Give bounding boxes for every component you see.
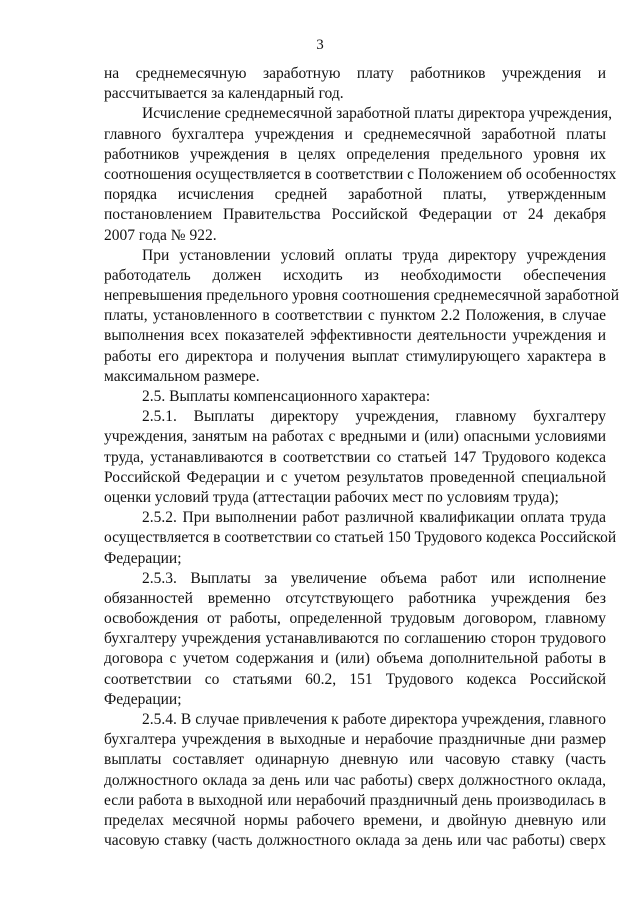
text-line: оценки условий труда (аттестации рабочих мест по условиям труда); [104,488,559,506]
text-line: работников учреждения в целях определения предельного уровня их [104,145,606,163]
text-line: учреждения, занятым на работах с вредными и (или) опасными условиями [104,428,606,446]
text-line: выплаты составляет одинарную дневную или часовую ставку (часть [104,751,606,769]
text-line: работодатель должен исходить из необходимости обеспечения [104,266,606,284]
text-line: 2.5.2. При выполнении работ различной квалификации оплата труда [142,509,606,527]
text-line: соотношения осуществляется в соответствии с Положением об особенностях [104,165,617,183]
text-line: 2.5.3. Выплаты за увеличение объема работ или исполнение [142,569,606,587]
text-line: Российской Федерации и с учетом результатов проведенной специальной [104,468,606,486]
text-line: должностного оклада за день или час работы) сверх должностного оклада, [104,771,606,789]
text-line: освобождения от работы, определенной трудовым договором, главному [104,610,606,628]
text-line: часовую ставку (часть должностного оклада за день или час работы) сверх [104,832,606,850]
text-line: непревышения предельного уровня соотношения среднемесячной заработной [104,287,620,305]
text-line: осуществляется в соответствии со статьей 150 Трудового кодекса Российской [104,529,617,547]
text-line: договора с учетом содержания и (или) объема дополнительной работы в [104,650,606,668]
text-line: постановлением Правительства Российской Федерации от 24 декабря [104,206,606,224]
text-line: 2.5.4. В случае привлечения к работе директора учреждения, главного [142,711,606,728]
text-line: платы, установленного в соответствии с пунктом 2.2 Положения, в случае [104,307,606,325]
text-line: максимальном размере. [104,367,260,385]
text-line: порядка исчисления средней заработной платы, утвержденным [104,186,606,204]
text-line: рассчитывается за календарный год. [104,85,344,103]
text-line: Исчисление среднемесячной заработной платы директора учреждения, [142,105,612,123]
text-line: 2.5.1. Выплаты директору учреждения, главному бухгалтеру [142,408,606,426]
text-line: работы его директора и получения выплат стимулирующего характера в [104,347,606,365]
text-line: 2007 года № 922. [104,226,217,244]
text-line: При установлении условий оплаты труда директору учреждения [142,246,606,264]
text-line: если работа в выходной или нерабочий праздничный день производилась в [104,791,606,809]
text-line: пределах месячной нормы рабочего времени, и двойную дневную или [104,811,606,829]
document-body [104,64,620,851]
text-line: труда, устанавливаются в соответствии со статьей 147 Трудового кодекса [104,448,606,466]
text-line: Федерации; [104,690,182,708]
text-line: бухгалтеру учреждения устанавливаются по соглашению сторон трудового [104,630,606,648]
text-line: на среднемесячную заработную плату работников учреждения и [104,65,606,82]
text-line: 2.5. Выплаты компенсационного характера: [142,388,431,405]
text-line: Федерации; [104,549,182,567]
text-line: выполнения всех показателей эффективности деятельности учреждения и [104,327,606,345]
text-line: бухгалтера учреждения в выходные и нерабочие праздничные дни размер [104,731,606,749]
text-line: соответствии со статьями 60.2, 151 Трудового кодекса Российской [104,670,606,688]
text-line: обязанностей временно отсутствующего работника учреждения без [104,589,606,607]
page-number: 3 [316,37,324,53]
text-line: главного бухгалтера учреждения и среднемесячной заработной платы [104,125,606,143]
